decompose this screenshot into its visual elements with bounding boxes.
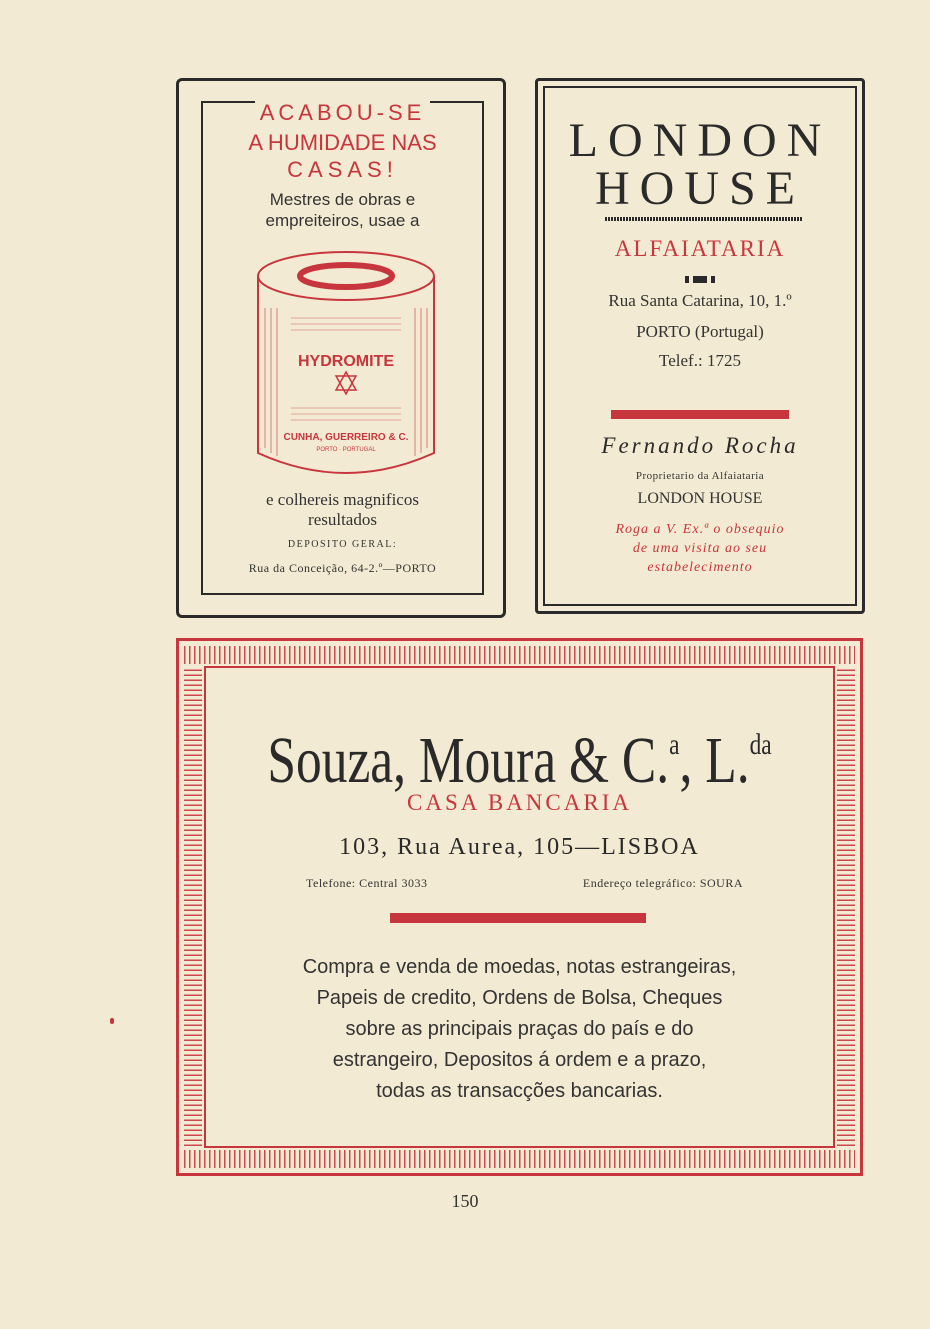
hydromite-intro-line-1: Mestres de obras e <box>269 190 416 209</box>
london-title-1: LONDON <box>568 114 832 167</box>
souza-services-line-3: sobre as principais praças do país e do <box>345 1018 694 1040</box>
souza-phone: Telefone: Central 3033 <box>306 876 428 890</box>
souza-address: 103, Rua Aurea, 105—LISBOA <box>339 834 700 860</box>
can-maker-text: CUNHA, GUERREIRO & C. <box>283 432 409 443</box>
souza-kind: CASA BANCARIA <box>407 790 632 815</box>
souza-tick-border-left <box>184 668 202 1146</box>
hydromite-headline-1: ACABOU-SE <box>203 99 482 126</box>
bullet-ornament <box>545 270 855 278</box>
hydromite-deposit-label: DEPOSITO GERAL: <box>287 539 398 550</box>
souza-tick-border-bottom <box>184 1150 855 1168</box>
london-street: Rua Santa Catarina, 10, 1.º <box>608 291 792 310</box>
souza-moura-advert <box>176 638 863 1176</box>
london-invite-line-3: estabelecimento <box>647 560 753 575</box>
souza-services-line-5: todas as transacções bancarias. <box>376 1080 663 1102</box>
ink-speck <box>110 1018 114 1024</box>
london-owner: Fernando Rocha <box>601 433 799 458</box>
souza-services <box>236 952 803 1107</box>
page-number: 150 <box>451 1191 479 1211</box>
london-house-inner-frame <box>543 86 857 606</box>
hydromite-intro <box>203 189 482 231</box>
london-trade: ALFAIATARIA <box>614 236 786 261</box>
hydromite-headline-3: CASAS! <box>287 157 398 182</box>
london-city: PORTO (Portugal) <box>636 322 764 341</box>
can-city-text: PORTO · PORTUGAL <box>316 447 376 453</box>
london-house-name: LONDON HOUSE <box>637 490 763 507</box>
hydromite-result <box>203 490 482 530</box>
souza-telegraph: Endereço telegráfico: SOURA <box>582 876 743 890</box>
london-role: Proprietario da Alfaiataria <box>635 470 765 482</box>
souza-services-line-1: Compra e venda de moedas, notas estrangeiras, <box>302 956 737 978</box>
souza-tick-border-top <box>184 646 855 664</box>
dotted-rule <box>605 217 803 221</box>
london-title-2: HOUSE <box>594 162 805 215</box>
souza-services-line-2: Papeis de credito, Ordens de Bolsa, Cheques <box>316 987 723 1009</box>
hydromite-can-illustration <box>251 248 441 488</box>
souza-firm-name: Souza, Moura & C.$^a$, L.$^{da}$ <box>267 724 772 797</box>
hydromite-intro-line-2: empreiteiros, usae a <box>265 211 420 230</box>
can-brand-text: HYDROMITE <box>298 353 394 370</box>
hydromite-headline-2: A HUMIDADE NAS <box>248 130 437 155</box>
london-invite <box>545 520 855 577</box>
souza-red-rule <box>390 913 646 923</box>
hydromite-advert <box>176 78 506 618</box>
london-phone: Telef.: 1725 <box>659 351 741 370</box>
hydromite-address: Rua da Conceição, 64-2.º—PORTO <box>248 561 437 575</box>
london-invite-line-2: de uma visita ao seu <box>632 541 768 556</box>
red-rule <box>611 410 789 419</box>
hydromite-inner-frame <box>201 101 484 595</box>
london-invite-line-1: Roga a V. Ex.ª o obsequio <box>615 522 785 537</box>
souza-services-line-4: estrangeiro, Depositos á ordem e a prazo, <box>332 1049 707 1071</box>
hydromite-result-line-2: resultados <box>308 510 377 529</box>
souza-tick-border-right <box>837 668 855 1146</box>
london-house-advert <box>535 78 865 614</box>
hydromite-result-line-1: e colhereis magnificos <box>266 490 419 509</box>
souza-contact-row <box>306 876 743 891</box>
